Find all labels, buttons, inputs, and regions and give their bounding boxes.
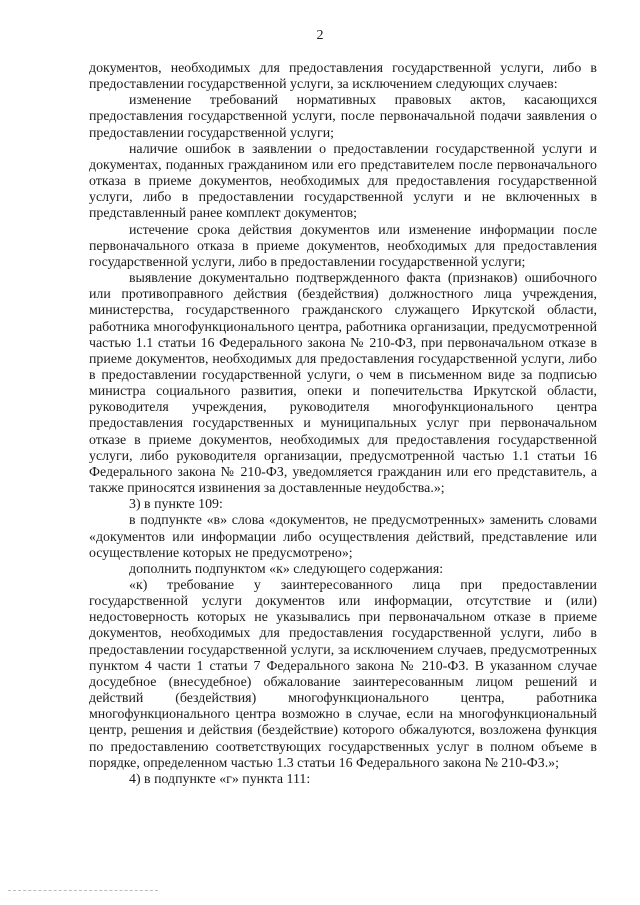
paragraph: 4) в подпункте «г» пункта 111:: [129, 771, 311, 787]
footer-rule: [8, 890, 158, 891]
paragraph: изменение требований нормативных правовых актов, касающихся предоставления государственной услуги, после первоначальной подачи заявления о предоставлении государственной услуги;: [89, 93, 597, 141]
paragraph: 3) в пункте 109:: [129, 497, 223, 513]
paragraph: наличие ошибок в заявлении о предоставлении государственной услуги и документах, поданных гражданином или его представителем после первоначального отказа в приеме документов, необходимых для предоставления государственной услуги, либо в предоставлении государственной услуги и не включенных в представленный ранее комплект документов;: [89, 141, 597, 222]
paragraph: «к) требование у заинтересованного лица при предоставлении государственной услуги документов или информации, отсутствие и (или) недостоверность которых не указывались при первоначальном отказе в приеме документов, необходимых для предоставления государственной услуги, либо в предоставлении государственной услуги, за исключением случаев, предусмотренных пунктом 4 части 1 статьи 7 Федерального закона № 210-ФЗ. В указанном случае досудебное (внесудебное) обжалование заинтересованным лицом решений и действий (бездействия) многофункционального центра, работника многофункционального центра возможно в случае, если на многофункциональный центр, решения и действия (бездействие) которого обжалуются, возложена функция по предоставлению соответствующих государственных услуг в полном объеме в порядке, определенном частью 1.3 статьи 16 Федерального закона № 210-ФЗ.»;: [89, 578, 597, 771]
paragraph: дополнить подпунктом «к» следующего содержания:: [129, 561, 444, 577]
document-body: [89, 61, 597, 788]
paragraph: в подпункте «в» слова «документов, не предусмотренных» заменить словами «документов или информации либо осуществления действий, представление или осуществление которых не предусмотрено»;: [89, 513, 597, 561]
paragraph: истечение срока действия документов или изменение информации после первоначального отказа в приеме документов, необходимых для предоставления государственной услуги, либо в предоставлении государственной услуги;: [89, 222, 597, 270]
paragraph: документов, необходимых для предоставления государственной услуги, либо в предоставлении государственной услуги, за исключением следующих случаев:: [89, 61, 597, 93]
page-number: 2: [316, 28, 324, 43]
paragraph: выявление документально подтвержденного факта (признаков) ошибочного или противоправного действия (бездействия) должностного лица учреждения, министерства, государственного гражданского служащего Иркутской области, работника многофункционального центра, работника организации, предусмотренной частью 1.1 статьи 16 Федерального закона № 210-ФЗ, при первоначальном отказе в приеме документов, необходимых для предоставления государственной услуги, либо в предоставлении государственной услуги, о чем в письменном виде за подписью министра социального развития, опеки и попечительства Иркутской области, руководителя учреждения, руководителя многофункционального центра предоставления государственных и муниципальных услуг при первоначальном отказе в приеме документов, необходимых для предоставления государственной услуги, либо руководителя организации, предусмотренной частью 1.1 статьи 16 Федерального закона № 210-ФЗ, уведомляется гражданин или его представитель, а также приносятся извинения за доставленные неудобства.»;: [89, 271, 597, 497]
